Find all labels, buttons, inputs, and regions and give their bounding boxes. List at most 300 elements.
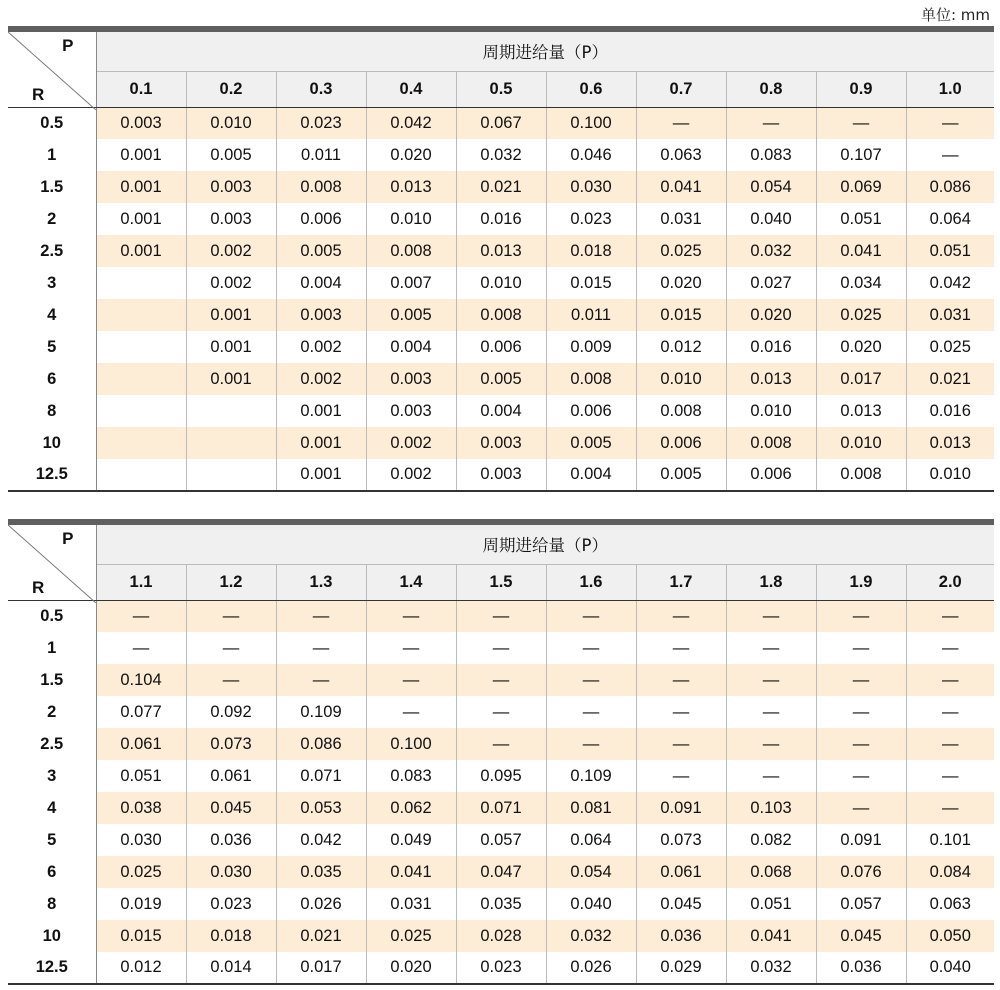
- table-cell: 0.032: [546, 920, 636, 952]
- table-cell: —: [366, 696, 456, 728]
- row-header: 1.5: [8, 171, 96, 203]
- table-row: [8, 203, 994, 235]
- table-cell: 0.001: [276, 395, 366, 427]
- table-cell: 0.025: [96, 856, 186, 888]
- table-cell: 0.032: [456, 139, 546, 171]
- diagonal-line: [8, 525, 96, 603]
- table-cell: 0.015: [546, 267, 636, 299]
- table-cell: —: [906, 600, 994, 632]
- table-cell: —: [186, 664, 276, 696]
- table-cell: 0.032: [726, 952, 816, 984]
- column-header: 1.5: [456, 564, 546, 600]
- table-cell: 0.042: [366, 107, 456, 139]
- table-cell: 0.041: [366, 856, 456, 888]
- diagonal-line: [8, 32, 96, 110]
- table-cell: 0.051: [816, 203, 906, 235]
- table-cell: 0.023: [276, 107, 366, 139]
- table-cell: 0.005: [366, 299, 456, 331]
- group-header: 周期进给量（P）: [96, 29, 994, 71]
- table-cell: 0.040: [726, 203, 816, 235]
- table-cell: 0.010: [726, 395, 816, 427]
- table-cell: 0.006: [276, 203, 366, 235]
- table-cell: —: [186, 632, 276, 664]
- row-header: 1: [8, 632, 96, 664]
- table-cell: 0.018: [186, 920, 276, 952]
- table-cell: 0.068: [726, 856, 816, 888]
- table-cell: —: [186, 600, 276, 632]
- table-cell: —: [726, 664, 816, 696]
- table-cell: —: [906, 139, 994, 171]
- column-header: 1.1: [96, 564, 186, 600]
- table-cell: 0.001: [186, 363, 276, 395]
- row-header: 12.5: [8, 952, 96, 984]
- table-cell: 0.011: [276, 139, 366, 171]
- row-header: 4: [8, 792, 96, 824]
- table-cell: 0.006: [546, 395, 636, 427]
- table-cell: 0.104: [96, 664, 186, 696]
- table-cell: 0.004: [456, 395, 546, 427]
- table-cell: —: [456, 632, 546, 664]
- table-cell: [96, 427, 186, 459]
- row-header: 6: [8, 856, 96, 888]
- table-row: [8, 139, 994, 171]
- column-header: 1.6: [546, 564, 636, 600]
- table-cell: 0.003: [366, 363, 456, 395]
- table-cell: —: [366, 664, 456, 696]
- table-cell: 0.023: [186, 888, 276, 920]
- column-header: 1.2: [186, 564, 276, 600]
- column-header: 1.7: [636, 564, 726, 600]
- table-row: [8, 427, 994, 459]
- table-cell: 0.035: [276, 856, 366, 888]
- table-cell: [96, 395, 186, 427]
- table-cell: 0.083: [366, 760, 456, 792]
- table-cell: —: [366, 600, 456, 632]
- table-cell: [96, 331, 186, 363]
- table-cell: 0.012: [96, 952, 186, 984]
- row-header: 8: [8, 888, 96, 920]
- table-row: [8, 920, 994, 952]
- table-cell: 0.006: [636, 427, 726, 459]
- table-row: [8, 235, 994, 267]
- table-cell: 0.016: [906, 395, 994, 427]
- table-cell: 0.035: [456, 888, 546, 920]
- table-cell: 0.064: [546, 824, 636, 856]
- table-cell: 0.004: [276, 267, 366, 299]
- table-cell: —: [726, 632, 816, 664]
- table-cell: 0.010: [186, 107, 276, 139]
- corner-r-label: R: [32, 84, 45, 104]
- table-row: [8, 632, 994, 664]
- table-cell: 0.002: [366, 459, 456, 491]
- table-cell: [186, 395, 276, 427]
- column-header: 0.8: [726, 71, 816, 107]
- table-cell: 0.025: [906, 331, 994, 363]
- table-cell: 0.003: [186, 171, 276, 203]
- table-cell: 0.061: [186, 760, 276, 792]
- table-cell: 0.041: [726, 920, 816, 952]
- table-row: [8, 696, 994, 728]
- table-row: [8, 600, 994, 632]
- row-header: 1.5: [8, 664, 96, 696]
- column-header: 1.0: [906, 71, 994, 107]
- table-cell: 0.023: [546, 203, 636, 235]
- table-cell: —: [906, 107, 994, 139]
- table-cell: 0.013: [816, 395, 906, 427]
- table-cell: 0.040: [546, 888, 636, 920]
- corner-p-label: P: [62, 36, 74, 55]
- row-header: 3: [8, 760, 96, 792]
- table-cell: [96, 299, 186, 331]
- table-cell: 0.063: [636, 139, 726, 171]
- table-cell: 0.008: [276, 171, 366, 203]
- table-cell: 0.021: [276, 920, 366, 952]
- table-cell: [96, 363, 186, 395]
- table-cell: —: [726, 600, 816, 632]
- table-cell: 0.051: [726, 888, 816, 920]
- table-cell: 0.023: [456, 952, 546, 984]
- row-header: 12.5: [8, 459, 96, 491]
- row-header: 6: [8, 363, 96, 395]
- table-cell: 0.005: [456, 363, 546, 395]
- table-cell: —: [636, 696, 726, 728]
- table-cell: —: [456, 728, 546, 760]
- table-cell: 0.030: [546, 171, 636, 203]
- table-cell: —: [96, 632, 186, 664]
- table-cell: 0.073: [186, 728, 276, 760]
- table-row: [8, 824, 994, 856]
- table-cell: 0.057: [816, 888, 906, 920]
- table-row: [8, 363, 994, 395]
- row-header: 10: [8, 920, 96, 952]
- table-cell: 0.010: [456, 267, 546, 299]
- column-header: 0.2: [186, 71, 276, 107]
- table-cell: 0.107: [816, 139, 906, 171]
- table-cell: 0.100: [546, 107, 636, 139]
- table-row: [8, 331, 994, 363]
- table-cell: —: [546, 632, 636, 664]
- table-cell: 0.003: [276, 299, 366, 331]
- table-cell: —: [456, 664, 546, 696]
- table-cell: —: [816, 728, 906, 760]
- table-cell: 0.008: [726, 427, 816, 459]
- table-cell: 0.003: [96, 107, 186, 139]
- table-cell: 0.006: [456, 331, 546, 363]
- table-cell: —: [906, 728, 994, 760]
- table-cell: —: [906, 632, 994, 664]
- corner-header: [8, 29, 96, 107]
- table-cell: 0.015: [96, 920, 186, 952]
- table-cell: 0.004: [366, 331, 456, 363]
- row-header: 2: [8, 696, 96, 728]
- table-row: [8, 664, 994, 696]
- table-cell: 0.032: [726, 235, 816, 267]
- table-cell: 0.005: [546, 427, 636, 459]
- table-cell: 0.006: [726, 459, 816, 491]
- table-cell: 0.025: [816, 299, 906, 331]
- table-cell: —: [906, 664, 994, 696]
- corner-r-label: R: [32, 577, 45, 597]
- column-header: 1.8: [726, 564, 816, 600]
- table-cell: 0.002: [276, 331, 366, 363]
- table-cell: —: [816, 760, 906, 792]
- table-cell: 0.041: [636, 171, 726, 203]
- table-cell: 0.021: [906, 363, 994, 395]
- corner-header: [8, 522, 96, 600]
- table-cell: 0.045: [816, 920, 906, 952]
- table-cell: 0.010: [366, 203, 456, 235]
- table-cell: 0.016: [456, 203, 546, 235]
- table-cell: 0.040: [906, 952, 994, 984]
- table-cell: 0.010: [816, 427, 906, 459]
- table-cell: [96, 267, 186, 299]
- table-cell: 0.047: [456, 856, 546, 888]
- table-cell: 0.084: [906, 856, 994, 888]
- column-header: 0.6: [546, 71, 636, 107]
- table-cell: 0.021: [456, 171, 546, 203]
- column-header: 1.3: [276, 564, 366, 600]
- table-cell: —: [906, 696, 994, 728]
- table-cell: —: [636, 600, 726, 632]
- table-cell: —: [546, 600, 636, 632]
- table-cell: 0.005: [186, 139, 276, 171]
- row-header: 5: [8, 824, 96, 856]
- column-header: 2.0: [906, 564, 994, 600]
- table-cell: 0.018: [546, 235, 636, 267]
- group-header: 周期进给量（P）: [96, 522, 994, 564]
- table-cell: —: [546, 664, 636, 696]
- table-cell: 0.013: [456, 235, 546, 267]
- table-cell: 0.008: [366, 235, 456, 267]
- table-cell: —: [906, 792, 994, 824]
- table-cell: 0.042: [276, 824, 366, 856]
- table-cell: 0.041: [816, 235, 906, 267]
- table-cell: 0.001: [96, 203, 186, 235]
- table-cell: 0.025: [366, 920, 456, 952]
- column-header: 0.5: [456, 71, 546, 107]
- table-cell: 0.030: [96, 824, 186, 856]
- table-cell: —: [636, 760, 726, 792]
- table-cell: 0.020: [366, 952, 456, 984]
- feed-table-2: [8, 519, 994, 985]
- table-cell: 0.013: [726, 363, 816, 395]
- table-row: [8, 395, 994, 427]
- table-row: [8, 171, 994, 203]
- table-cell: —: [726, 760, 816, 792]
- table-cell: 0.008: [456, 299, 546, 331]
- table-cell: 0.008: [636, 395, 726, 427]
- row-header: 2.5: [8, 235, 96, 267]
- table-cell: 0.017: [276, 952, 366, 984]
- row-header: 10: [8, 427, 96, 459]
- table-cell: 0.028: [456, 920, 546, 952]
- table-cell: 0.083: [726, 139, 816, 171]
- table-cell: 0.045: [186, 792, 276, 824]
- row-header: 2: [8, 203, 96, 235]
- table-cell: —: [276, 632, 366, 664]
- table-cell: 0.026: [276, 888, 366, 920]
- table-cell: 0.050: [906, 920, 994, 952]
- table-cell: 0.076: [816, 856, 906, 888]
- table-cell: 0.100: [366, 728, 456, 760]
- table-cell: 0.045: [636, 888, 726, 920]
- table-cell: 0.054: [726, 171, 816, 203]
- table-cell: 0.061: [636, 856, 726, 888]
- table-cell: —: [636, 632, 726, 664]
- table-cell: 0.109: [546, 760, 636, 792]
- corner-p-label: P: [62, 529, 74, 548]
- table-cell: 0.101: [906, 824, 994, 856]
- table-cell: 0.025: [636, 235, 726, 267]
- table-cell: 0.007: [366, 267, 456, 299]
- table-cell: 0.042: [906, 267, 994, 299]
- table-cell: 0.005: [276, 235, 366, 267]
- table-cell: 0.046: [546, 139, 636, 171]
- column-header: 1.9: [816, 564, 906, 600]
- table-cell: —: [276, 664, 366, 696]
- table-cell: [96, 459, 186, 491]
- table-cell: 0.001: [186, 299, 276, 331]
- table-cell: 0.012: [636, 331, 726, 363]
- table-cell: 0.081: [546, 792, 636, 824]
- table-cell: 0.095: [456, 760, 546, 792]
- table-cell: 0.001: [186, 331, 276, 363]
- table-cell: 0.009: [546, 331, 636, 363]
- table-cell: 0.091: [816, 824, 906, 856]
- table-cell: 0.103: [726, 792, 816, 824]
- table-cell: —: [276, 600, 366, 632]
- table-cell: 0.013: [906, 427, 994, 459]
- row-header: 5: [8, 331, 96, 363]
- table-row: [8, 107, 994, 139]
- table-cell: 0.036: [636, 920, 726, 952]
- table-cell: 0.004: [546, 459, 636, 491]
- column-header: 0.7: [636, 71, 726, 107]
- table-cell: —: [816, 107, 906, 139]
- table-cell: 0.002: [366, 427, 456, 459]
- table-cell: 0.073: [636, 824, 726, 856]
- table-cell: 0.082: [726, 824, 816, 856]
- table-cell: 0.017: [816, 363, 906, 395]
- row-header: 4: [8, 299, 96, 331]
- table-cell: 0.026: [546, 952, 636, 984]
- table-cell: 0.013: [366, 171, 456, 203]
- table-cell: 0.003: [456, 427, 546, 459]
- table-cell: 0.010: [906, 459, 994, 491]
- table-cell: 0.019: [96, 888, 186, 920]
- table-row: [8, 952, 994, 984]
- table-cell: —: [456, 600, 546, 632]
- table-cell: 0.086: [906, 171, 994, 203]
- table-cell: 0.005: [636, 459, 726, 491]
- table-cell: —: [366, 632, 456, 664]
- table-cell: —: [636, 728, 726, 760]
- table-cell: —: [816, 696, 906, 728]
- table-cell: —: [456, 696, 546, 728]
- row-header: 0.5: [8, 107, 96, 139]
- table-cell: 0.064: [906, 203, 994, 235]
- table-cell: 0.054: [546, 856, 636, 888]
- table-cell: [186, 459, 276, 491]
- table-cell: 0.038: [96, 792, 186, 824]
- table-cell: 0.008: [546, 363, 636, 395]
- table-cell: 0.020: [636, 267, 726, 299]
- table-cell: —: [816, 632, 906, 664]
- row-header: 1: [8, 139, 96, 171]
- table-cell: 0.003: [366, 395, 456, 427]
- table-cell: —: [906, 760, 994, 792]
- table-cell: 0.001: [276, 459, 366, 491]
- table-cell: 0.002: [186, 267, 276, 299]
- table-cell: 0.002: [186, 235, 276, 267]
- table-cell: 0.011: [546, 299, 636, 331]
- feed-table-1: [8, 26, 994, 492]
- table-cell: 0.014: [186, 952, 276, 984]
- table-cell: 0.020: [726, 299, 816, 331]
- table-cell: 0.002: [276, 363, 366, 395]
- table-cell: 0.051: [96, 760, 186, 792]
- table-row: [8, 459, 994, 491]
- table-cell: 0.008: [816, 459, 906, 491]
- table-cell: 0.077: [96, 696, 186, 728]
- table-cell: 0.015: [636, 299, 726, 331]
- table-cell: 0.003: [186, 203, 276, 235]
- table-cell: 0.061: [96, 728, 186, 760]
- unit-label: 单位: mm: [920, 6, 990, 24]
- row-header: 0.5: [8, 600, 96, 632]
- table-cell: 0.051: [906, 235, 994, 267]
- table-cell: 0.031: [636, 203, 726, 235]
- table-cell: 0.063: [906, 888, 994, 920]
- table-cell: 0.071: [276, 760, 366, 792]
- table-cell: 0.001: [96, 235, 186, 267]
- table-cell: —: [546, 696, 636, 728]
- table-row: [8, 792, 994, 824]
- table-cell: 0.027: [726, 267, 816, 299]
- row-header: 2.5: [8, 728, 96, 760]
- table-cell: 0.001: [276, 427, 366, 459]
- table-cell: —: [726, 728, 816, 760]
- table-cell: 0.020: [366, 139, 456, 171]
- table-cell: 0.086: [276, 728, 366, 760]
- table-cell: [186, 427, 276, 459]
- table-cell: 0.071: [456, 792, 546, 824]
- table-cell: 0.109: [276, 696, 366, 728]
- table-row: [8, 760, 994, 792]
- table-cell: 0.053: [276, 792, 366, 824]
- table-cell: 0.029: [636, 952, 726, 984]
- table-cell: 0.092: [186, 696, 276, 728]
- table-cell: —: [546, 728, 636, 760]
- row-header: 8: [8, 395, 96, 427]
- table-cell: —: [726, 696, 816, 728]
- table-cell: 0.003: [456, 459, 546, 491]
- table-cell: —: [726, 107, 816, 139]
- table-cell: 0.031: [366, 888, 456, 920]
- table-cell: 0.001: [96, 139, 186, 171]
- column-header: 0.1: [96, 71, 186, 107]
- table-cell: 0.020: [816, 331, 906, 363]
- table-cell: 0.091: [636, 792, 726, 824]
- column-header: 0.4: [366, 71, 456, 107]
- row-header: 3: [8, 267, 96, 299]
- table-cell: 0.034: [816, 267, 906, 299]
- table-row: [8, 267, 994, 299]
- table-cell: 0.036: [816, 952, 906, 984]
- table-cell: —: [636, 107, 726, 139]
- table-cell: 0.057: [456, 824, 546, 856]
- table-row: [8, 856, 994, 888]
